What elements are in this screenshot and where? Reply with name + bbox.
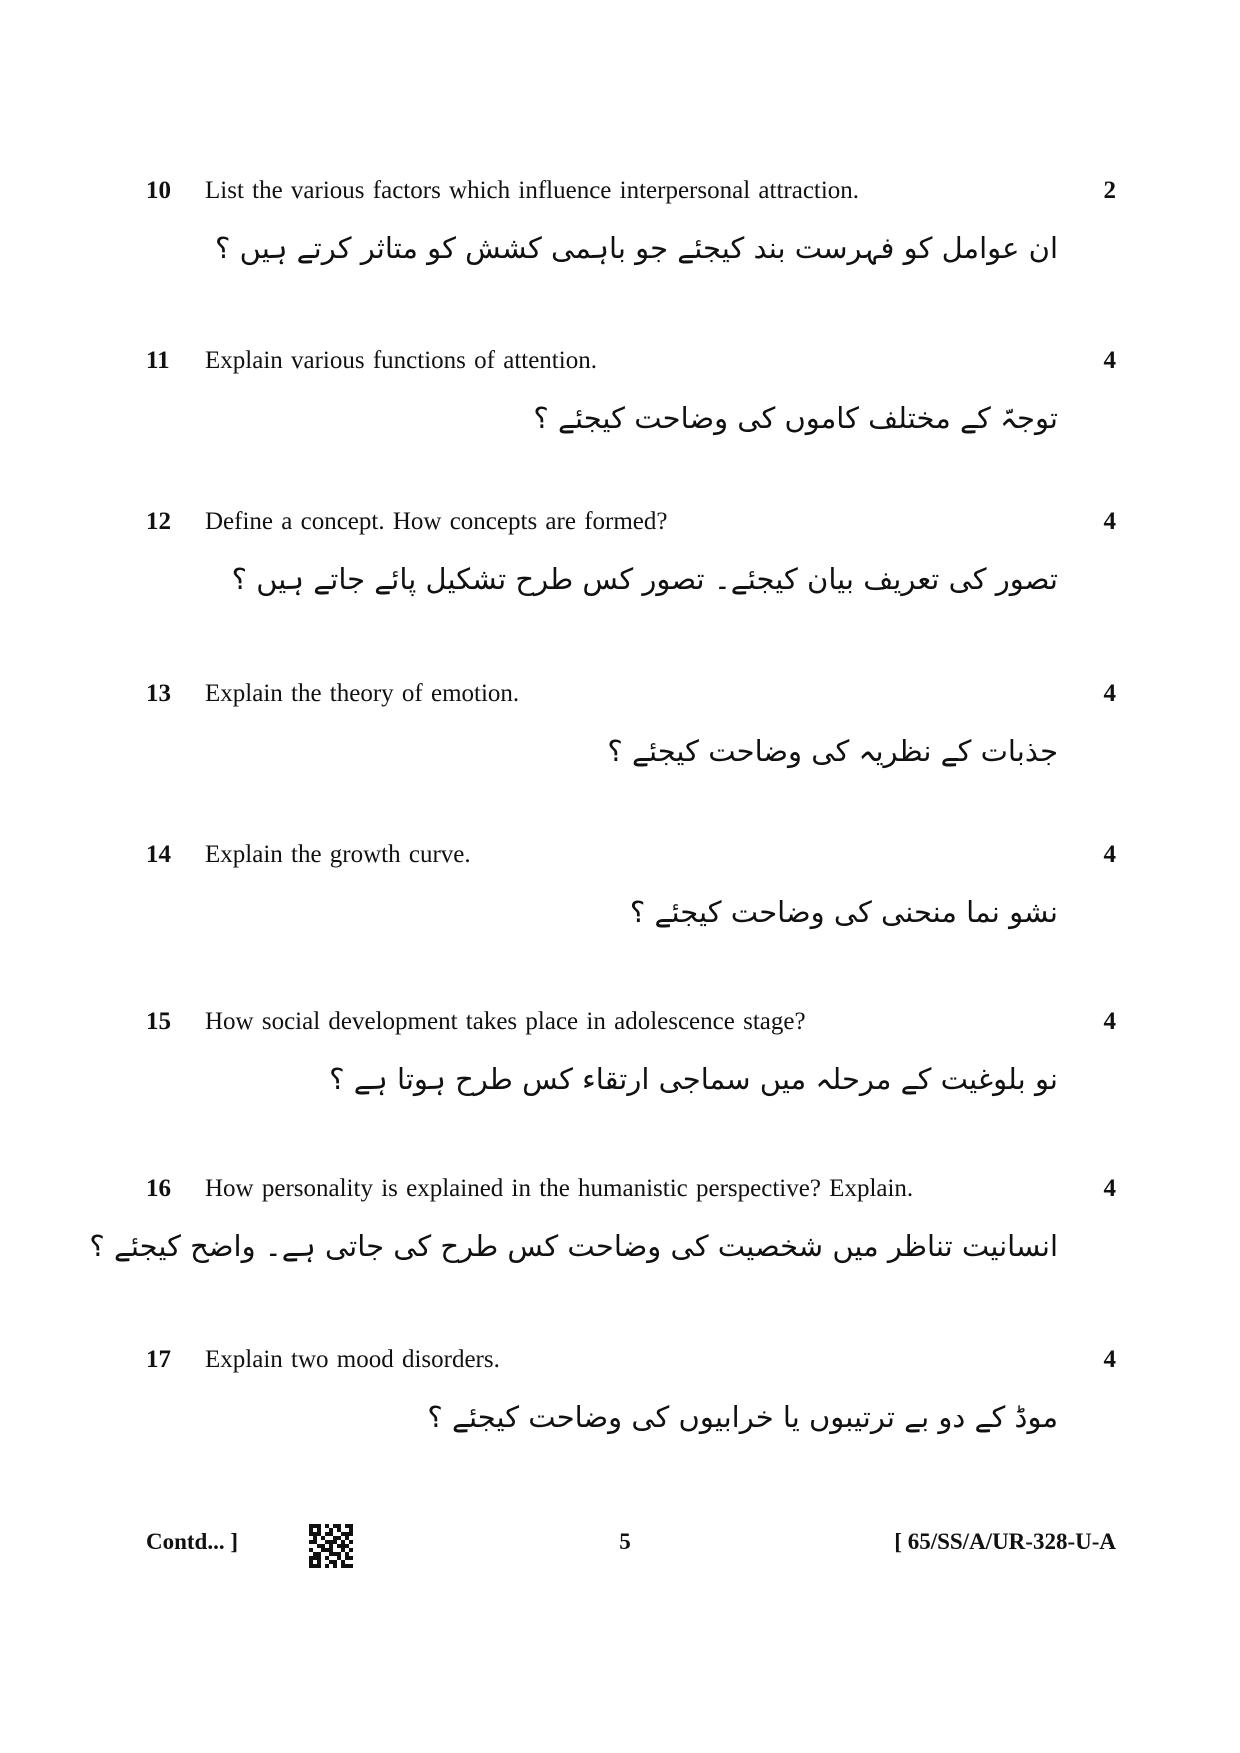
question-marks: 4 [1103, 508, 1116, 535]
question-number: 10 [146, 177, 171, 204]
question-17 [0, 1345, 1240, 1495]
question-text-urdu: تصور کی تعریف بیان کیجئے۔ تصور کس طرح تشکیل پائے جاتے ہیں ؟ [231, 562, 1058, 596]
question-number: 17 [146, 1346, 171, 1373]
question-number: 15 [146, 1008, 171, 1035]
question-text-english: Define a concept. How concepts are formed? [205, 508, 668, 535]
question-text-urdu: نو بلوغیت کے مرحلہ میں سماجی ارتقاء کس طرح ہوتا ہے ؟ [329, 1062, 1058, 1096]
question-marks: 4 [1103, 680, 1116, 707]
question-text-english: How personality is explained in the humanistic perspective? Explain. [205, 1175, 914, 1202]
paper-code: [ 65/SS/A/UR-328-U-A [894, 1529, 1116, 1554]
continued-label: Contd... ] [146, 1529, 239, 1554]
question-16 [0, 1174, 1240, 1324]
question-marks: 4 [1103, 1346, 1116, 1373]
question-14 [0, 840, 1240, 990]
question-marks: 4 [1103, 1008, 1116, 1035]
question-number: 16 [146, 1175, 171, 1202]
question-text-english: Explain two mood disorders. [205, 1346, 500, 1373]
question-text-english: Explain the theory of emotion. [205, 680, 520, 707]
question-text-urdu: توجہّ کے مختلف کاموں کی وضاحت کیجئے ؟ [533, 401, 1058, 435]
question-10 [0, 176, 1240, 326]
question-marks: 4 [1103, 347, 1116, 374]
question-number: 14 [146, 841, 171, 868]
question-text-english: Explain various functions of attention. [205, 347, 597, 374]
question-number: 13 [146, 680, 171, 707]
question-marks: 4 [1103, 841, 1116, 868]
question-marks: 4 [1103, 1175, 1116, 1202]
question-text-urdu: موڈ کے دو بے ترتیبوں یا خرابیوں کی وضاحت کیجئے ؟ [427, 1400, 1058, 1434]
question-text-urdu: ان عوامل کو فہرست بند کیجئے جو باہمی کشش کو متاثر کرتے ہیں ؟ [215, 231, 1058, 265]
page-footer [0, 1527, 1240, 1567]
question-text-english: Explain the growth curve. [205, 841, 471, 868]
question-marks: 2 [1103, 177, 1116, 204]
question-text-urdu: نشو نما منحنی کی وضاحت کیجئے ؟ [629, 895, 1058, 929]
question-15 [0, 1007, 1240, 1157]
question-text-english: List the various factors which influence interpersonal attraction. [205, 177, 860, 204]
question-12 [0, 507, 1240, 657]
question-number: 11 [146, 347, 170, 374]
question-text-urdu: جذبات کے نظریہ کی وضاحت کیجئے ؟ [607, 734, 1058, 768]
question-11 [0, 346, 1240, 496]
question-text-english: How social development takes place in adolescence stage? [205, 1008, 806, 1035]
page-number: 5 [619, 1529, 631, 1554]
question-text-urdu: انسانیت تناظر میں شخصیت کی وضاحت کس طرح کی جاتی ہے۔ واضح کیجئے ؟ [89, 1229, 1058, 1263]
qr-code-icon [309, 1524, 353, 1568]
question-number: 12 [146, 508, 171, 535]
question-13 [0, 679, 1240, 829]
